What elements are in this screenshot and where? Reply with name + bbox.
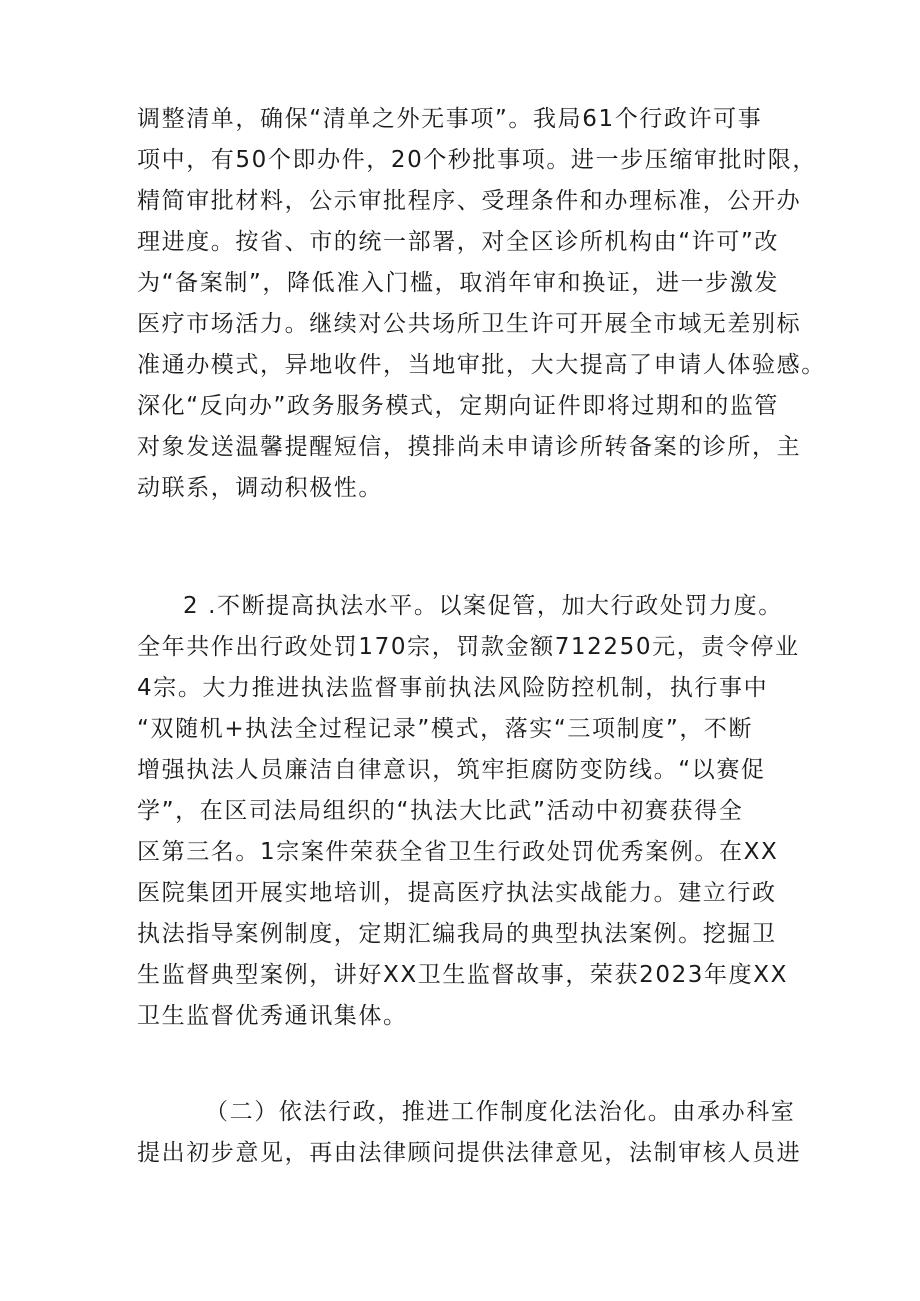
text-line: 医院集团开展实地培训，提高医疗执法实战能力。建立行政 [137, 880, 777, 906]
text-line: 增强执法人员廉洁自律意识，筑牢拒腐防变防线。“以赛促 [137, 757, 766, 783]
paragraph-approval-reform [137, 99, 826, 509]
text-line: 医疗市场活力。继续对公共场所卫生许可开展全市域无差别标 [137, 311, 802, 337]
text-line: “双随机+执法全过程记录”模式，落实“三项制度”，不断 [137, 716, 754, 742]
section-heading-line: （二）依法行政，推进工作制度化法治化。由承办科室 [205, 1099, 796, 1125]
text-line: 生监督典型案例，讲好XX卫生监督故事，荣获2023年度XX [137, 962, 788, 988]
text-line: 为“备案制”，降低准入门槛，取消年审和换证，进一步激发 [137, 270, 780, 296]
text-line: 提出初步意见，再由法律顾问提供法律意见，法制审核人员进 [137, 1140, 802, 1166]
text-line: 执法指导案例制度，定期汇编我局的典型执法案例。挖掘卫 [137, 921, 777, 947]
text-line: 4宗。大力推进执法监督事前执法风险防控机制，执行事中 [137, 675, 769, 701]
text-line: 动联系，调动积极性。 [137, 475, 383, 501]
text-line: 2 .不断提高执法水平。以案促管，加大行政处罚力度。 [183, 593, 783, 619]
text-line: 卫生监督优秀通讯集体。 [137, 1003, 408, 1029]
text-line: 理进度。按省、市的统一部署，对全区诊所机构由“许可”改 [137, 229, 780, 255]
paragraph-lawful-administration [137, 1092, 805, 1174]
paragraph-enforcement-level [137, 586, 805, 1037]
text-line: 精简审批材料，公示审批程序、受理条件和办理标准，公开办 [137, 188, 802, 214]
text-line: 准通办模式，异地收件，当地审批，大大提高了申请人体验感。 [137, 352, 826, 378]
text-line: 项中，有50个即办件，20个秒批事项。进一步压缩审批时限， [137, 147, 817, 173]
text-line: 学”，在区司法局组织的“执法大比武”活动中初赛获得全 [137, 798, 744, 824]
text-line: 全年共作出行政处罚170宗，罚款金额712250元，责令停业 [137, 634, 800, 660]
text-line: 调整清单，确保“清单之外无事项”。我局61个行政许可事 [137, 106, 763, 132]
text-line: 对象发送温馨提醒短信，摸排尚未申请诊所转备案的诊所，主 [137, 434, 802, 460]
text-line: 区第三名。1宗案件荣获全省卫生行政处罚优秀案例。在XX [137, 839, 779, 865]
text-line: 深化“反向办”政务服务模式，定期向证件即将过期和的监管 [137, 393, 780, 419]
